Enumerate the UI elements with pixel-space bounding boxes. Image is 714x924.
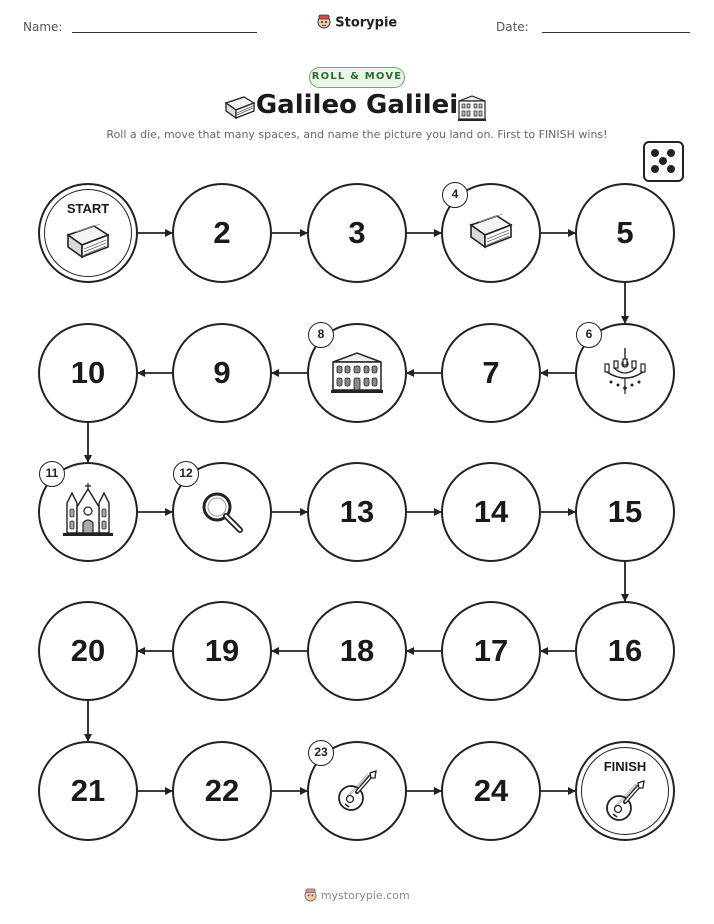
board-space-19 (172, 601, 272, 701)
board-space-9 (172, 323, 272, 423)
space-number: 21 (70, 773, 106, 808)
space-number-badge: 12 (173, 461, 199, 487)
board-space-18 (307, 601, 407, 701)
board-space-12 (172, 462, 272, 562)
space-number-badge: 6 (576, 322, 602, 348)
roll-and-move-badge: ROLL & MOVE (309, 67, 405, 88)
space-number: 18 (339, 633, 375, 668)
space-number-badge: 11 (39, 461, 65, 487)
page-title: Galileo Galilei (255, 90, 459, 120)
board-space-1 (38, 183, 138, 283)
board-space-7 (441, 323, 541, 423)
space-number: 10 (70, 355, 106, 390)
book-icon (62, 221, 114, 270)
board-space-2 (172, 183, 272, 283)
space-number: 24 (473, 773, 509, 808)
board-space-6 (575, 323, 675, 423)
space-number-badge: 23 (308, 740, 334, 766)
space-number: 5 (616, 215, 634, 250)
start-label: START (66, 201, 110, 216)
board-space-17 (441, 601, 541, 701)
board-space-15 (575, 462, 675, 562)
board-space-21 (38, 741, 138, 841)
board-space-22 (172, 741, 272, 841)
name-label: Name: (23, 20, 63, 34)
storypie-mascot-icon (304, 887, 317, 905)
space-number-badge: 8 (308, 322, 334, 348)
space-number: 19 (204, 633, 240, 668)
board-space-24 (441, 741, 541, 841)
book-icon (465, 211, 517, 260)
space-number: 15 (607, 494, 643, 529)
cathedral-icon (59, 483, 117, 546)
board-space-13 (307, 462, 407, 562)
space-number: 7 (482, 355, 500, 390)
chandelier-icon (602, 348, 648, 403)
space-number: 14 (473, 494, 509, 529)
finish-label: FINISH (603, 759, 647, 774)
board-space-8 (307, 323, 407, 423)
space-number: 22 (204, 773, 240, 808)
board-space-25 (575, 741, 675, 841)
board-space-23 (307, 741, 407, 841)
lute-icon (335, 768, 379, 819)
space-number: 16 (607, 633, 643, 668)
board-space-11 (38, 462, 138, 562)
space-number: 3 (348, 215, 366, 250)
board-space-10 (38, 323, 138, 423)
board-space-14 (441, 462, 541, 562)
lute-icon (603, 778, 647, 829)
board-space-16 (575, 601, 675, 701)
board-space-4 (441, 183, 541, 283)
space-number: 20 (70, 633, 106, 668)
instructions-text: Roll a die, move that many spaces, and name the picture you land on. First to FINISH wins! (106, 128, 608, 141)
magnifying-glass-icon (199, 489, 245, 540)
date-label: Date: (496, 20, 529, 34)
palace-icon (329, 350, 385, 401)
board-space-20 (38, 601, 138, 701)
board-space-3 (307, 183, 407, 283)
space-number: 2 (213, 215, 231, 250)
space-number: 13 (339, 494, 375, 529)
footer (0, 887, 714, 905)
space-number: 9 (213, 355, 231, 390)
space-number: 17 (473, 633, 509, 668)
board-space-5 (575, 183, 675, 283)
space-number-badge: 4 (442, 182, 468, 208)
brand-name: Storypie (335, 15, 398, 31)
footer-url: mystorypie.com (320, 889, 410, 902)
